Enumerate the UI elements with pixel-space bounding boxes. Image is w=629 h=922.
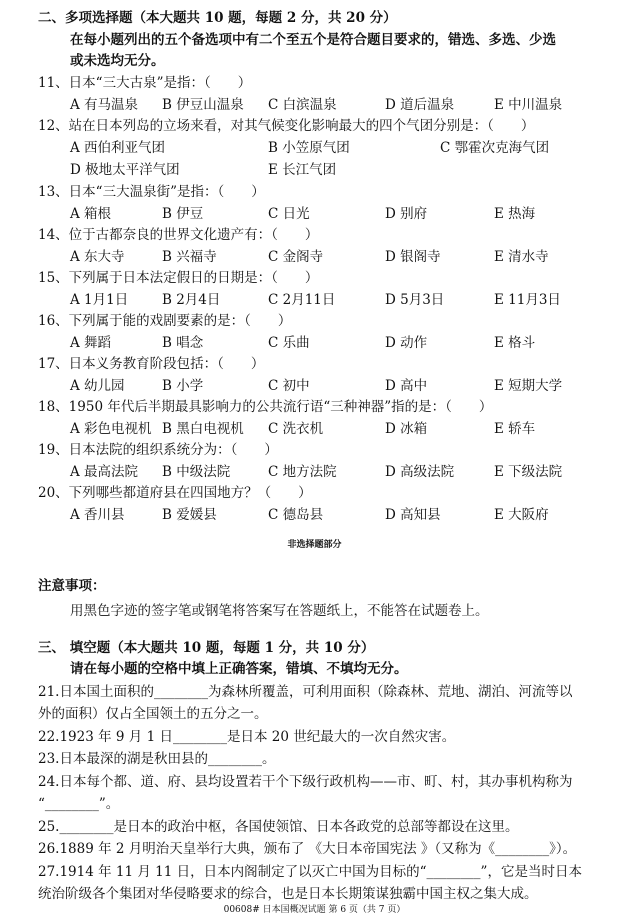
section2-instruction-2: 或未选均无分。	[70, 53, 165, 69]
option-b: B 黑白电视机	[162, 421, 244, 437]
option-c: C 日光	[268, 206, 310, 222]
question-25: 25.________是日本的政治中枢，各国使领馆、日本各政党的总部等都设在这里。	[38, 819, 519, 835]
question-stem: 16、下列属于能的戏剧要素的是：（ ）	[38, 313, 292, 329]
question-24-line-1: 24.日本每个都、道、府、县均设置若干个下级行政机构——市、町、村，其办事机构称为	[38, 774, 573, 790]
option-b: B 中级法院	[162, 464, 231, 480]
question-23: 23.日本最深的湖是秋田县的________。	[38, 751, 276, 767]
question-stem: 17、日本义务教育阶段包括：（ ）	[38, 356, 265, 372]
section2-header: 二、多项选择题（本大题共 10 题，每题 2 分，共 20 分）	[38, 10, 397, 26]
question-27-line-2: 统治阶级各个集团对华侵略要求的综合，也是日本长期策谋独霸中国主权之集大成。	[38, 886, 538, 902]
option-d: D 高知县	[385, 507, 441, 523]
option-a: A 彩色电视机	[70, 421, 152, 437]
page-footer: 00608# 日本国概况试题 第 6 页（共 7 页）	[223, 905, 406, 915]
option-c: C 初中	[268, 378, 310, 394]
option-d: D 银阁寺	[385, 249, 441, 265]
option-c: C 地方法院	[268, 464, 337, 480]
option-a: A 箱根	[70, 206, 112, 222]
option-b: B 唱念	[162, 335, 204, 351]
option-e: E 11月3日	[494, 292, 561, 308]
question-stem: 15、下列属于日本法定假日的日期是：（ ）	[38, 270, 319, 286]
option-a: A 有马温泉	[70, 97, 139, 113]
option-b: B 伊豆	[162, 206, 204, 222]
option-c: C 鄂霍次克海气团	[440, 140, 550, 156]
question-22: 22.1923 年 9 月 1 日________是日本 20 世纪最大的一次自然灾害。	[38, 729, 456, 745]
option-d: D 高中	[385, 378, 428, 394]
question-27-line-1: 27.1914 年 11 月 11 日，日本内阁制定了以灭亡中国为目标的“________”，它是当时日本	[38, 864, 582, 880]
question-26: 26.1889 年 2 月明治天皇举行大典，颁布了 《大日本帝国宪法 》（又称为《________》）。	[38, 841, 577, 857]
option-c: C 白滨温泉	[268, 97, 337, 113]
option-e: E 轿车	[494, 421, 536, 437]
option-d: D 别府	[385, 206, 428, 222]
option-d: D 冰箱	[385, 421, 428, 437]
question-21-line-1: 21.日本国土面积的________为森林所覆盖，可利用面积（除森林、荒地、湖泊、河流等以	[38, 684, 573, 700]
question-stem: 12、站在日本列岛的立场来看，对其气候变化影响最大的四个气团分别是：（ ）	[38, 118, 535, 134]
option-a: A 东大寺	[70, 249, 125, 265]
part-title: 非选择题部分	[287, 540, 342, 550]
option-b: B 小学	[162, 378, 204, 394]
option-c: C 2月11日	[268, 292, 336, 308]
option-b: B 小笠原气团	[268, 140, 350, 156]
question-stem: 19、日本法院的组织系统分为：（ ）	[38, 442, 278, 458]
option-e: E 大阪府	[494, 507, 549, 523]
option-d: D 5月3日	[385, 292, 445, 308]
option-a: A 1月1日	[70, 292, 129, 308]
question-stem: 18、1950 年代后半期最具影响力的公共流行语“三种神器”指的是：（ ）	[38, 399, 493, 415]
option-a: A 最高法院	[70, 464, 139, 480]
option-e: E 格斗	[494, 335, 536, 351]
option-e: E 下级法院	[494, 464, 563, 480]
option-a: A 西伯利亚气团	[70, 140, 166, 156]
option-b: B 兴福寺	[162, 249, 217, 265]
question-stem: 13、日本“三大温泉街”是指：（ ）	[38, 184, 265, 200]
option-c: C 金阁寺	[268, 249, 324, 265]
option-c: C 德岛县	[268, 507, 324, 523]
option-e: E 长江气团	[268, 162, 337, 178]
notice-text: 用黑色字迹的签字笔或钢笔将答案写在答题纸上，不能答在试题卷上。	[70, 603, 489, 619]
option-e: E 中川温泉	[494, 97, 563, 113]
option-c: C 乐曲	[268, 335, 310, 351]
question-24-line-2: “________”。	[38, 796, 120, 812]
option-d: D 动作	[385, 335, 428, 351]
section3-header: 三、 填空题（本大题共 10 题，每题 1 分，共 10 分）	[38, 640, 375, 656]
option-a: A 舞蹈	[70, 335, 112, 351]
notice-label: 注意事项：	[38, 578, 106, 594]
question-stem: 20、下列哪些都道府县在四国地方？（ ）	[38, 485, 312, 501]
option-b: B 2月4日	[162, 292, 221, 308]
option-b: B 伊豆山温泉	[162, 97, 244, 113]
option-e: E 热海	[494, 206, 536, 222]
option-d: D 极地太平洋气团	[70, 162, 180, 178]
question-21-line-2: 外的面积）仅占全国领土的五分之一。	[38, 706, 268, 722]
option-d: D 高级法院	[385, 464, 455, 480]
option-b: B 爱媛县	[162, 507, 217, 523]
section2-instruction-1: 在每小题列出的五个备选项中有二个至五个是符合题目要求的，错选、多选、少选	[70, 32, 556, 48]
option-e: E 短期大学	[494, 378, 563, 394]
option-c: C 洗衣机	[268, 421, 324, 437]
question-stem: 14、位于古都奈良的世界文化遗产有：（ ）	[38, 227, 319, 243]
option-d: D 道后温泉	[385, 97, 455, 113]
section3-instruction: 请在每小题的空格中填上正确答案，错填、不填均无分。	[70, 661, 408, 677]
option-a: A 香川县	[70, 507, 125, 523]
option-e: E 清水寺	[494, 249, 549, 265]
option-a: A 幼儿园	[70, 378, 125, 394]
question-stem: 11、日本“三大古泉”是指：（ ）	[38, 75, 252, 91]
